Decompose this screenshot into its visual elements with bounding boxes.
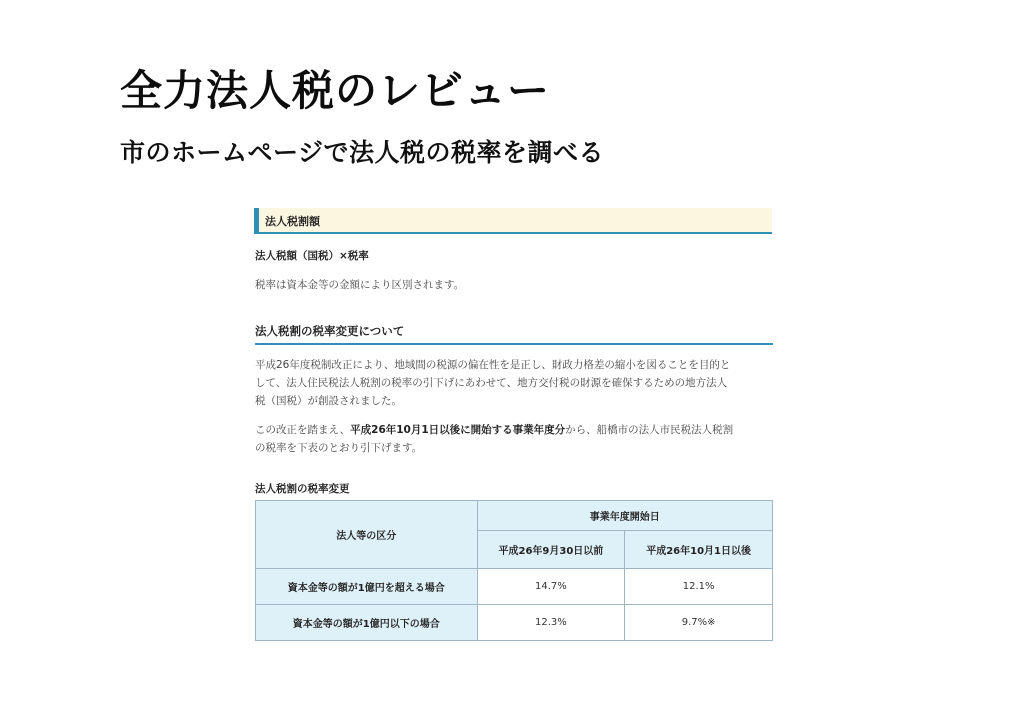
tax-rate-table (255, 500, 773, 641)
paragraph-2-line-2: の税率を下表のとおり引下げます。 (255, 442, 423, 454)
header-after: 平成26年10月1日以後 (625, 531, 773, 569)
paragraph-1-line: 税（国税）が創設されました。 (255, 395, 402, 407)
webpage-screenshot (252, 205, 774, 645)
section-heading: 法人税割額 (265, 215, 320, 228)
subheading: 法人税割の税率変更について (255, 324, 405, 338)
paragraph-1-line: 平成26年度税制改正により、地域間の税源の偏在性を是正し、財政力格差の縮小を図ることを目的と (255, 359, 731, 371)
tax-formula: 法人税額（国税）×税率 (255, 250, 369, 262)
paragraph-2-suffix: から、船橋市の法人市民税法人税割 (565, 424, 734, 436)
paragraph-2-bold: 平成26年10月1日以後に開始する事業年度分 (350, 424, 566, 436)
slide-subtitle: 市のホームページで法人税の税率を調べる (120, 138, 605, 167)
rate-after: 9.7%※ (625, 605, 773, 641)
row-label: 資本金等の額が1億円以下の場合 (256, 605, 478, 641)
slide-title: 全力法人税のレビュー (120, 66, 551, 115)
rate-after: 12.1% (625, 569, 773, 605)
intro-text: 税率は資本金等の金額により区別されます。 (255, 279, 465, 291)
header-before: 平成26年9月30日以前 (477, 531, 625, 569)
rate-before: 12.3% (477, 605, 625, 641)
table-row (256, 605, 773, 641)
header-category: 法人等の区分 (256, 501, 478, 569)
paragraph-1 (255, 356, 730, 410)
paragraph-1-line: して、法人住民税法人税割の税率の引下げにあわせて、地方交付税の財源を確保するための地方法人 (255, 377, 728, 389)
section-heading-bar (254, 208, 772, 234)
paragraph-2-prefix: この改正を踏まえ、 (255, 424, 351, 436)
subheading-bar (255, 321, 773, 345)
paragraph-2-line-1 (255, 421, 733, 439)
paragraph-2 (255, 421, 733, 457)
table-caption: 法人税割の税率変更 (255, 483, 350, 495)
rate-before: 14.7% (477, 569, 625, 605)
header-start-date: 事業年度開始日 (477, 501, 772, 531)
row-label: 資本金等の額が1億円を超える場合 (256, 569, 478, 605)
table-row (256, 569, 773, 605)
